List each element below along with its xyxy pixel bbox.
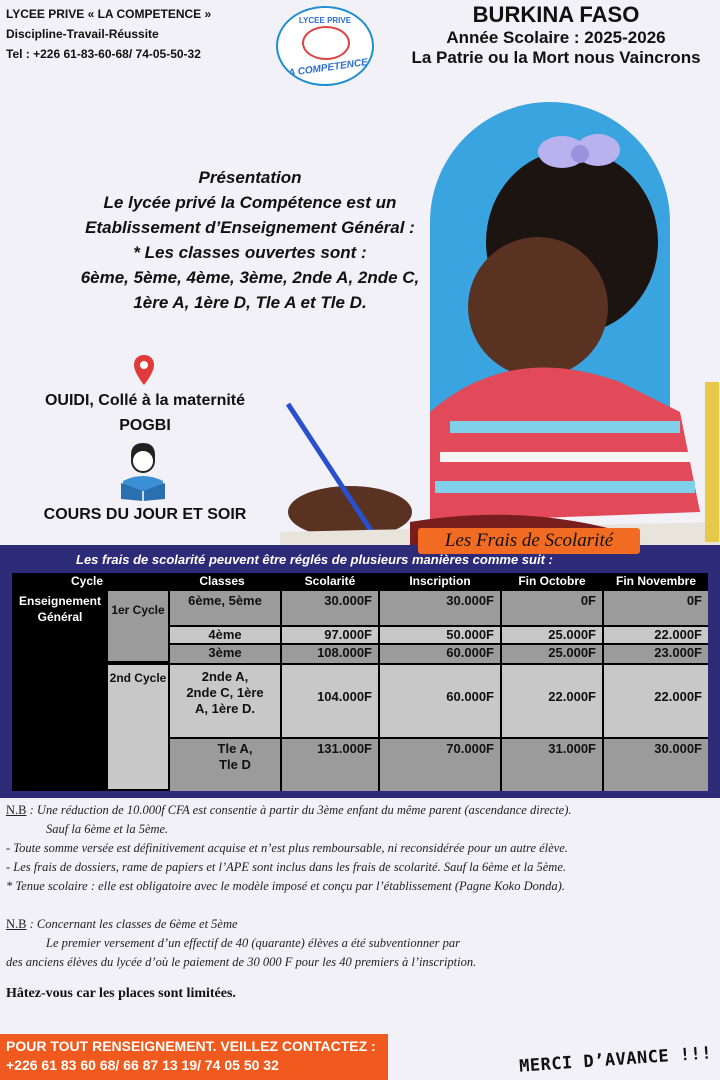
row-classes: 4ème [170,627,280,643]
row-scolarite: 30.000F [282,591,378,625]
table-header-cycle: Cycle [70,574,104,588]
thanks-text: MERCI D’AVANCE !!! [518,1043,713,1077]
school-phone: Tel : +226 61-83-60-68/ 74-05-50-32 [6,47,201,61]
location-line: OUIDI, Collé à la maternité [44,392,246,409]
row-fin-novembre: 30.000F [604,739,708,791]
presentation-line: 6ème, 5ème, 4ème, 3ème, 2nde A, 2nde C, [80,268,420,287]
row-fin-novembre: 22.000F [604,665,708,737]
note-line: des anciens élèves du lycée d’où le paiement de 30 000 F pour les 40 premiers à l’inscription. [6,955,477,969]
cycle2-label: 2nd Cycle [108,665,168,789]
contact-box [0,1034,388,1080]
row-classes: Tle A, Tle D [170,739,280,791]
row-fin-octobre: 25.000F [502,645,602,663]
row-fin-octobre: 31.000F [502,739,602,791]
note-line: Le premier versement d’un effectif de 40 (quarante) élèves a été subventionner par [46,936,460,950]
fees-intro: Les frais de scolarité peuvent être réglés de plusieurs manières comme suit : [76,552,553,567]
row-scolarite: 108.000F [282,645,378,663]
national-motto: La Patrie ou la Mort nous Vaincrons [411,48,701,67]
row-scolarite: 104.000F [282,665,378,737]
logo-ring [302,26,350,60]
note-text: : Une réduction de 10.000f CFA est consentie à partir du 3ème enfant du même parent (ascendance directe). [26,803,572,817]
location-pin-icon [133,354,155,386]
school-header [6,4,276,64]
row-inscription: 30.000F [380,591,500,625]
row-inscription: 70.000F [380,739,500,791]
row-fin-octobre: 25.000F [502,627,602,643]
row-classes: 3ème [170,645,280,663]
note-text: : Concernant les classes de 6ème et 5ème [26,917,238,931]
row-scolarite: 131.000F [282,739,378,791]
row-classes: 6ème, 5ème [170,591,280,625]
hurry-note: Hâtez-vous car les places sont limitées. [6,986,236,1001]
row-fin-novembre: 22.000F [604,627,708,643]
row-fin-octobre: 22.000F [502,665,602,737]
notes-block-2 [6,915,718,972]
row-inscription: 60.000F [380,665,500,737]
fees-badge: Les Frais de Scolarité [418,528,640,554]
courses-label: COURS DU JOUR ET SOIR [43,506,247,523]
table-header-fin-octobre: Fin Octobre [518,574,586,588]
table-header-classes: Classes [199,574,245,588]
row-inscription: 50.000F [380,627,500,643]
school-year: Année Scolaire : 2025-2026 [446,28,666,47]
note-line: - Toute somme versée est définitivement acquise et n’est plus remboursable, ni reconsidérée pour un autre élève. [6,841,568,855]
nb-label: N.B [6,803,27,817]
row-classes: 2nde A, 2nde C, 1ère A, 1ère D. [170,665,280,737]
cycle1-label: 1er Cycle [108,591,168,661]
country-name: BURKINA FASO [472,2,640,27]
location-text [20,388,270,438]
table-header-scolarite: Scolarité [304,574,356,588]
country-header [396,2,716,68]
row-fin-novembre: 23.000F [604,645,708,663]
presentation-line: 1ère A, 1ère D, Tle A et Tle D. [133,293,367,312]
note-line: Sauf la 6ème et la 5ème. [46,822,169,836]
nb-label: N.B [6,917,27,931]
student-writing-photo [280,92,720,554]
row-fin-novembre: 0F [604,591,708,625]
section-label: Enseignement Général [18,594,102,624]
notes-block [6,801,718,896]
presentation-line: * Les classes ouvertes sont : [133,243,367,262]
row-scolarite: 97.000F [282,627,378,643]
presentation-line: Etablissement d’Enseignement Général : [85,218,415,237]
school-motto: Discipline-Travail-Réussite [6,27,159,41]
row-fin-octobre: 0F [502,591,602,625]
fees-table [12,573,708,791]
table-header-fin-novembre: Fin Novembre [615,574,696,588]
note-line [6,915,718,934]
presentation-line: Le lycée privé la Compétence est un [103,193,397,212]
table-header-inscription: Inscription [409,574,471,588]
student-reading-icon [117,441,169,501]
note-line [6,801,718,820]
presentation-block [20,165,480,315]
contact-phones: +226 61 83 60 68/ 66 87 13 19/ 74 05 50 32 [6,1057,279,1073]
contact-line: POUR TOUT RENSEIGNEMENT. VEILLEZ CONTACTEZ : [6,1038,376,1054]
note-line: * Tenue scolaire : elle est obligatoire avec le modèle imposé et conçu par l’établissement (Pagne Koko Donda). [6,879,565,893]
school-name: LYCEE PRIVE « LA COMPETENCE » [6,7,212,21]
school-logo [276,6,374,86]
logo-text-top: LYCEE PRIVE [298,16,352,25]
presentation-title: Présentation [198,168,302,187]
note-line: - Les frais de dossiers, rame de papiers et l’APE sont inclus dans les frais de scolarité. Sauf la 6ème et la 5ème. [6,860,567,874]
row-inscription: 60.000F [380,645,500,663]
logo-text-bottom: LA COMPETENCE [281,57,369,80]
location-line: POGBI [119,417,171,434]
